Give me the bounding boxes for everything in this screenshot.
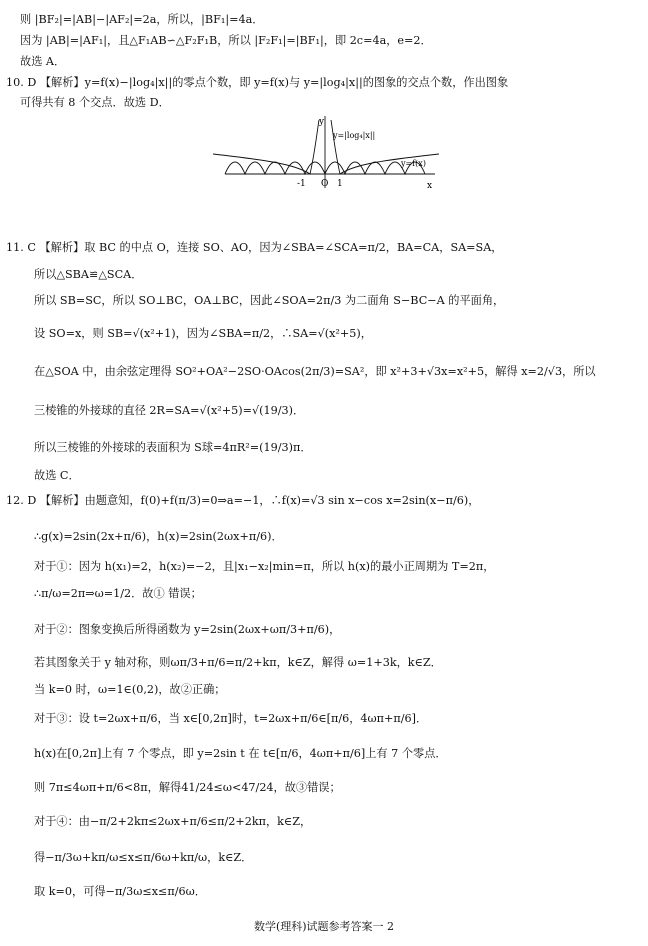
line-21: 对于③：设 t=2ωx+π/6，当 x∈[0,2π]时，t=2ωx+π/6∈[π/6，4ωπ+π/6]． (34, 712, 428, 725)
line-19: 若其图象关于 y 轴对称，则ωπ/3+π/6=π/2+kπ，k∈Z，解得 ω=1+3k，k∈Z． (34, 656, 442, 669)
line-25: 得−π/3ω+kπ/ω≤x≤π/6ω+kπ/ω，k∈Z． (34, 851, 253, 864)
line-16: 对于①：因为 h(x₁)=2，h(x₂)=−2，且|x₁−x₂|min=π，所以 h(x)的最小正周期为 T=2π， (34, 560, 495, 573)
graph-x-label: x (427, 181, 433, 191)
line-5: 可得共有 8 个交点．故选 D． (20, 96, 170, 109)
line-10: 在△SOA 中，由余弦定理得 SO²+OA²−2SO·OAcos(2π/3)=SA²，即 x²+3+√3x=x²+5，解得 x=2/√3，所以 (34, 365, 596, 378)
graph-figure (205, 112, 445, 192)
page-footer: 数学(理科)试题参考答案一 2 (253, 920, 395, 933)
line-26: 取 k=0，可得−π/3ω≤x≤π/6ω． (34, 885, 206, 898)
line-1: 则 |BF₂|=|AB|−|AF₂|=2a，所以，|BF₁|=4a． (20, 13, 264, 26)
line-17: ∴π/ω=2π⇒ω=1/2．故① 错误； (34, 587, 202, 600)
line-22: h(x)在[0,2π]上有 7 个零点，即 y=2sin t 在 t∈[π/6，4ωπ+π/6]上有 7 个零点． (34, 747, 447, 760)
line-3: 故选 A． (20, 55, 66, 68)
graph-y-label: y (319, 117, 325, 127)
line-23: 则 7π≤4ωπ+π/6<8π，解得41/24≤ω<47/24，故③错误； (34, 781, 341, 794)
graph-tick-0: O (321, 179, 329, 189)
line-15: ∴g(x)=2sin(2x+π/6)，h(x)=2sin(2ωx+π/6)． (34, 530, 283, 543)
line-11: 三棱锥的外接球的直径 2R=SA=√(x²+5)=√(19/3)． (34, 404, 305, 417)
line-18: 对于②：图象变换后所得函数为 y=2sin(2ωx+ωπ/3+π/6)， (34, 623, 341, 636)
graph-tick-neg1: -1 (297, 179, 306, 189)
line-14: 12. D 【解析】由题意知，f(0)+f(π/3)=0⇒a=−1，∴f(x)=√3 sin x−cos x=2sin(x−π/6)， (6, 494, 480, 507)
line-24: 对于④：由−π/2+2kπ≤2ωx+π/6≤π/2+2kπ，k∈Z， (34, 815, 312, 828)
line-12: 所以三棱锥的外接球的表面积为 S球=4πR²=(19/3)π． (34, 441, 312, 454)
line-9: 设 SO=x，则 SB=√(x²+1)，因为∠SBA=π/2，∴SA=√(x²+5)， (34, 327, 372, 340)
line-2: 因为 |AB|=|AF₁|，且△F₁AB∽△F₂F₁B，所以 |F₂F₁|=|BF₁|，即 2c=4a，e=2． (20, 34, 432, 47)
graph-tick-1: 1 (337, 179, 343, 189)
graph-f-label: y=f(x) (401, 159, 426, 168)
line-4: 10. D 【解析】y=f(x)−|log₄|x||的零点个数，即 y=f(x)与 y=|log₄|x||的图象的交点个数，作出图象 (6, 76, 509, 89)
line-8: 所以 SB=SC，所以 SO⊥BC，OA⊥BC，因此∠SOA=2π/3 为二面角 S−BC−A 的平面角， (34, 294, 505, 307)
line-6: 11. C 【解析】取 BC 的中点 O，连接 SO、AO，因为∠SBA=∠SCA=π/2，BA=CA，SA=SA， (6, 241, 503, 254)
graph-log-label: y=|log₄|x|| (333, 131, 376, 140)
line-7: 所以△SBA≌△SCA． (34, 268, 143, 281)
line-20: 当 k=0 时，ω=1∈(0,2)，故②正确； (34, 683, 226, 696)
line-13: 故选 C． (34, 469, 80, 482)
